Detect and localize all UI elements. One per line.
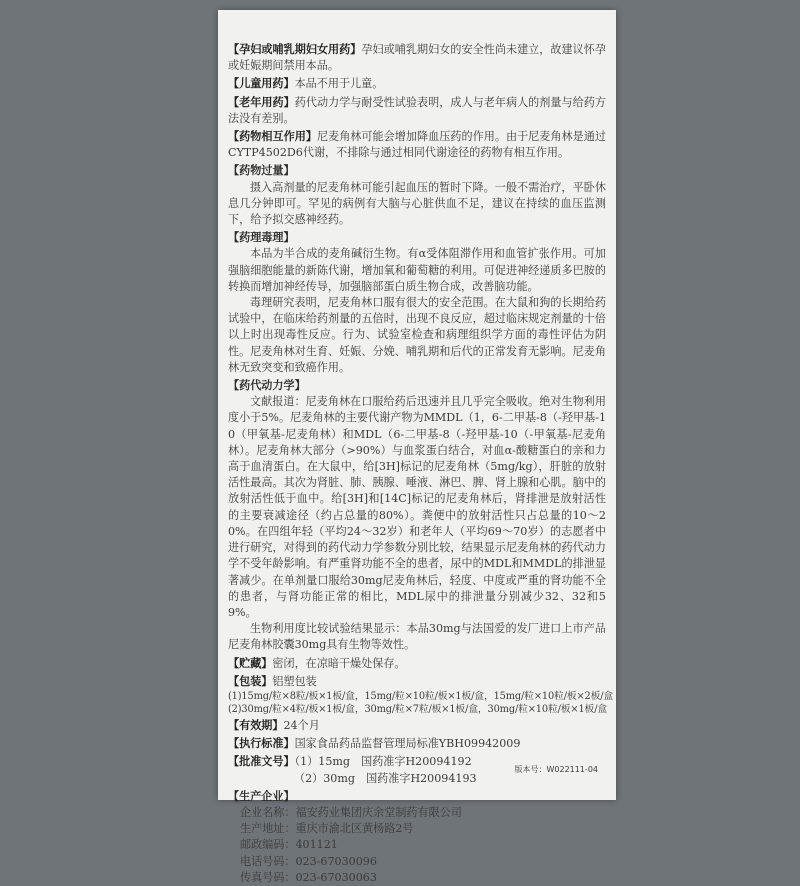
pharmacokinetics-paragraph-1: 文献报道：尼麦角林在口服给药后迅速并且几乎完全吸收。绝对生物利用度小于5%。尼麦角林的主要代谢产物为MMDL（1，6-二甲基-8（-羟甲基-10（甲氧基-尼麦角林）和MDL（6-二甲基-8（-羟甲基-10（-甲氧基-尼麦角林）。尼麦角林大部分（>90%）与血浆蛋白结合，对血α-酸糖蛋白的亲和力高于血清蛋白。在大鼠中，给[3H]标记的尼麦角林（5mg/kg），肝脏的放射活性最高。其次为肾脏、肺、胰腺、唾液、淋巴、脾、肾上腺和心肌。脑中的放射活性低于血中。给[3H]和[14C]标记的尼麦角林后，肾排泄是放射活性的主要衰减途径（约占总量的80%）。粪便中的放射活性只占总量的10～20%。在四组年轻（平均24～32岁）和老年人（平均69～70岁）的志愿者中进行研究，对得到的药代动力学参数分别比较，结果显示尼麦角林的药代动力学不受年龄影响。有严重肾功能不全的患者，尿中的MDL和MMDL的排泄显著减少。在单剂量口服给30mg尼麦角林后，轻度、中度或严重的肾功能不全的患者，与肾功能正常的相比，MDL尿中的排泄量分别减少32、32和59%。 [228,395,606,619]
pharmacology-paragraph-1: 本品为半合成的麦角碱衍生物。有α受体阻滞作用和血管扩张作用。可加强脑细胞能量的新陈代谢，增加氧和葡萄糖的利用。可促进神经递质多巴胺的转换而增加神经传导，加强脑部蛋白质生物合成，改善脑功能。 [228,247,606,293]
approval-line-2: （2）30mg 国药准字H20094193 [294,771,477,785]
overdose-paragraph: 摄入高剂量的尼麦角林可能引起血压的暂时下降。一般不需治疗，平卧休息几分钟即可。罕见的病例有大脑与心脏供血不足，建议在持续的血压监测下，给予拟交感神经药。 [228,180,606,227]
section-packaging: 【包装】铝塑包装 (1)15mg/粒×8粒/板×1板/盒，15mg/粒×10粒/板×1板/盒，15mg/粒×10粒/板×2板/盒 (2)30mg/粒×4粒/板×1板/盒，30mg/粒×7粒/板×1板/盒，30mg/粒×10粒/板×1板/盒 [228,674,614,715]
section-storage: 【贮藏】密闭，在凉暗干燥处保存。 [228,656,406,670]
section-validity: 【有效期】24个月 [228,718,320,732]
section-manufacturer: 【生产企业】 企业名称： 福安药业集团庆余堂制药有限公司 生产地址： 重庆市渝北区黄杨路2号 邮政编码： 401121 电话号码： 023-67030096 传真号码： 023-67030063 [228,789,606,886]
section-standard: 【执行标准】国家食品药品监督管理局标准YBH09942009 [228,737,521,751]
overdose-heading: 【药物过量】 [228,164,295,178]
section-elderly: 【老年用药】药代动力学与耐受性试验表明，成人与老年病人的剂量与给药方法没有差别。 [228,95,606,125]
packaging-line-1: (1)15mg/粒×8粒/板×1板/盒，15mg/粒×10粒/板×1板/盒，15mg/粒×10粒/板×2板/盒 [228,690,614,702]
section-interactions: 【药物相互作用】尼麦角林可能会增加降血压药的作用。由于尼麦角林是通过CYTP4502D6代谢，不排除与通过相同代谢途径的药物有相互作用。 [228,130,606,160]
section-approval: 【批准文号】（1）15mg 国药准字H20094192 （2）30mg 国药准字H20094193 [228,754,606,786]
packaging-line-2: (2)30mg/粒×4粒/板×1板/盒，30mg/粒×7粒/板×1板/盒，30mg/粒×10粒/板×1板/盒 [228,703,607,715]
section-pregnancy: 【孕妇或哺乳期妇女用药】孕妇或哺乳期妇女的安全性尚未建立，故建议怀孕或妊娠期间禁用本品。 [228,43,606,73]
section-overdose [228,163,606,228]
pharmacology-heading: 【药理毒理】 [228,231,295,245]
section-pharmacokinetics [228,378,606,653]
section-pharmacology [228,230,606,376]
manufacturer-heading: 【生产企业】 [228,789,295,803]
version-number: 版本号：W022111-04 [514,765,598,774]
pharmacokinetics-paragraph-2: 生物利用度比较试验结果显示：本品30mg与法国爱的发厂进口上市产品尼麦角林胶囊30mg具有生物等效性。 [228,622,606,652]
pharmacokinetics-heading: 【药代动力学】 [228,379,306,393]
pharmacology-paragraph-2: 毒理研究表明，尼麦角林口服有很大的安全范围。在大鼠和狗的长期给药试验中，在临床给药剂量的五倍时，出现不良反应，超过临床规定剂量的十倍以上时出现毒性反应。行为、试验室检查和病理组织学方面的毒性评估为阴性。尼麦角林对生育、妊娠、分娩、哺乳期和后代的正常发育无影响。尼麦角林无致突变和致癌作用。 [228,296,606,374]
leaflet-content [228,40,614,886]
leaflet-page [218,10,616,884]
section-children: 【儿童用药】本品不用于儿童。 [228,77,384,91]
